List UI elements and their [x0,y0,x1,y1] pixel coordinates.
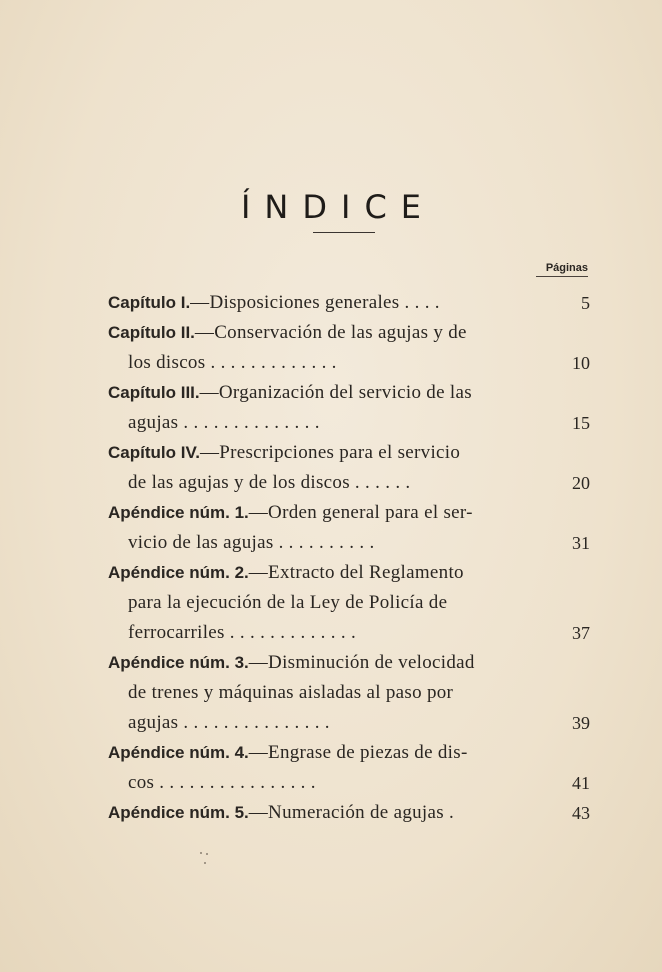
entry-label: Apéndice núm. 4. [108,743,249,762]
toc-line [108,468,590,498]
entry-text: cos . . . . . . . . . . . . . . . . [128,772,316,793]
toc-line [108,738,590,768]
speck [200,852,202,854]
entry-text: —Prescripciones para el servicio [199,442,461,463]
toc-entry [108,498,590,558]
entry-label: Capítulo I. [108,293,191,312]
entry-label: Apéndice núm. 1. [108,503,249,522]
toc-entry [108,558,590,648]
toc-line [108,558,590,588]
entry-label: Capítulo IV. [108,443,200,462]
toc-line [108,648,590,678]
entry-text: de las agujas y de los discos . . . . . . [128,472,411,493]
speck [206,853,208,855]
paper-specks [196,850,216,880]
entry-text: agujas . . . . . . . . . . . . . . . [128,712,330,733]
toc-line [108,288,590,318]
toc-line [108,618,590,648]
entry-text: —Disminución de velocidad [248,652,475,673]
entry-text: vicio de las agujas . . . . . . . . . . [128,532,375,553]
entry-text: —Engrase de piezas de dis- [248,742,468,763]
toc-entry [108,288,590,318]
toc-line [108,498,590,528]
toc-entry [108,798,590,828]
entry-text: agujas . . . . . . . . . . . . . . [128,412,320,433]
entry-text: —Conservación de las agujas y de [194,322,467,343]
entry-label: Apéndice núm. 3. [108,653,249,672]
toc-line [108,438,590,468]
speck [204,862,206,864]
toc-line [108,678,590,708]
pages-column-header: Páginas [536,262,588,277]
entry-text: de trenes y máquinas aisladas al paso por [128,682,454,703]
toc-line [108,768,590,798]
entry-page: 5 [581,293,590,313]
entry-page: 15 [572,413,590,433]
toc-line [108,708,590,738]
toc-line [108,408,590,438]
toc-entry [108,318,590,378]
entry-text: los discos . . . . . . . . . . . . . [128,352,337,373]
toc-entry [108,378,590,438]
toc-line [108,798,590,828]
toc-line [108,528,590,558]
toc-entry [108,438,590,498]
entry-text: —Numeración de agujas . [248,802,455,823]
entry-label: Capítulo III. [108,383,200,402]
entry-text: —Extracto del Reglamento [248,562,464,583]
toc-line [108,318,590,348]
entry-page: 39 [572,713,590,733]
toc-entry [108,648,590,738]
entry-label: Apéndice núm. 5. [108,803,249,822]
entry-label: Capítulo II. [108,323,195,342]
entry-page: 43 [572,803,590,823]
entry-text: —Disposiciones generales . . . . [190,292,440,313]
entry-text: —Organización del servicio de las [199,382,472,403]
entry-page: 37 [572,623,590,643]
entry-page: 41 [572,773,590,793]
entry-page: 10 [572,353,590,373]
toc-line [108,588,590,618]
title-rule [313,232,375,233]
entry-page: 31 [572,533,590,553]
toc-line [108,378,590,408]
table-of-contents [108,288,590,828]
index-title: ÍNDICE [240,188,435,226]
toc-entry [108,738,590,798]
toc-line [108,348,590,378]
entry-label: Apéndice núm. 2. [108,563,249,582]
entry-text: ferrocarriles . . . . . . . . . . . . . [128,622,357,643]
entry-text: para la ejecución de la Ley de Policía de [128,592,448,613]
entry-text: —Orden general para el ser- [248,502,473,523]
entry-page: 20 [572,473,590,493]
